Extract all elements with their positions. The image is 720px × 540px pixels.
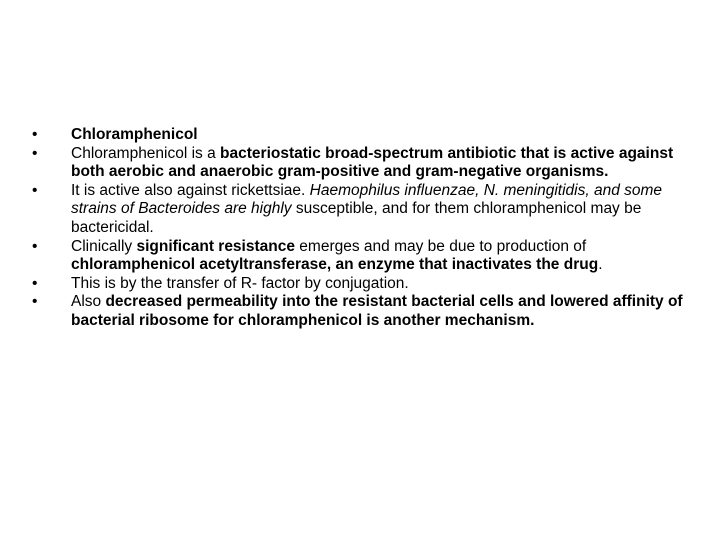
bullet-text: . [598,256,603,274]
bullet-item [32,238,692,275]
bullet-text: susceptible, and for them chloramphenicol may be bactericidal. [71,200,642,236]
bullet-text-bold: Chloramphenicol [71,126,198,143]
bullet-text: It is active also against rickettsiae. [71,181,310,199]
bullet-item [32,126,692,145]
bullet-text-bold: decreased permeability into the resistant bacterial cells and lowered affinity of bacterial ribosome for chloramphenicol is another mechanism. [71,293,683,329]
bullet-item [32,275,692,294]
bullet-text: Chloramphenicol is a [71,144,221,162]
bullet-text: Clinically [71,237,137,255]
bullet-text: Also [71,293,106,311]
bullet-text-bold: chloramphenicol acetyltransferase, an enzyme that inactivates the drug [71,256,599,274]
bullet-marker: • [32,274,38,292]
bullet-marker: • [32,181,38,199]
bullet-list [32,126,692,331]
bullet-item [32,145,692,182]
bullet-text-bold: significant resistance [136,237,295,255]
bullet-text-italic: Haemophilus influenzae, N. meningitidis, and some strains of Bacteroides are highly [71,181,663,218]
bullet-text: This is by the transfer of R- factor by conjugation. [71,274,409,292]
bullet-marker: • [32,144,38,162]
bullet-text: emerges and may be due to production of [294,237,587,255]
bullet-item [32,293,692,330]
bullet-text-bold: bacteriostatic broad-spectrum antibiotic that is active against both aerobic and anaerobic gram-positive and gram-negative organisms. [71,144,674,181]
bullet-marker: • [32,293,38,311]
bullet-item [32,182,692,238]
bullet-marker: • [32,126,38,143]
bullet-marker: • [32,237,38,255]
